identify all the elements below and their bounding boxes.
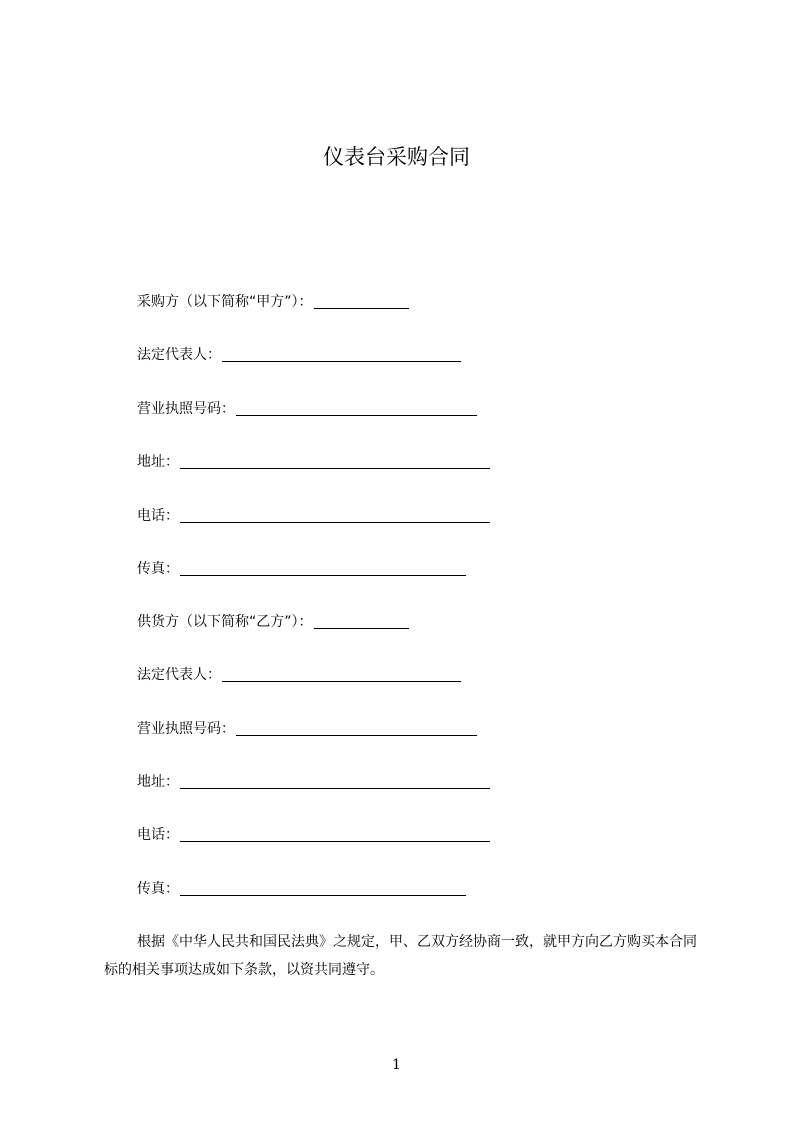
party-a-rep-field [137, 345, 461, 367]
party-b-address-field [137, 772, 490, 794]
party-a-name-field [137, 292, 409, 314]
party-a-name-label: 采购方（以下简称“甲方”）： [137, 294, 313, 310]
party-a-phone-blank[interactable] [180, 506, 490, 523]
party-b-rep-blank[interactable] [222, 665, 461, 682]
document-title: 仪表台采购合同 [323, 145, 470, 169]
page-number: 1 [392, 1057, 401, 1073]
party-b-phone-field [137, 825, 490, 847]
party-b-phone-blank[interactable] [180, 825, 490, 842]
party-a-fax-label: 传真： [137, 561, 179, 577]
party-b-name-blank[interactable] [314, 612, 409, 629]
party-a-license-label: 营业执照号码： [137, 401, 235, 417]
party-b-rep-field [137, 665, 461, 687]
party-a-fax-blank[interactable] [180, 559, 466, 576]
party-b-fax-label: 传真： [137, 881, 179, 897]
party-a-license-field [137, 399, 477, 421]
party-b-license-label: 营业执照号码： [137, 721, 235, 737]
party-b-fax-field [137, 879, 466, 901]
party-b-address-blank[interactable] [180, 772, 490, 789]
intro-paragraph: 根据《中华人民共和国民法典》之规定，甲、乙双方经协商一致，就甲方向乙方购买本合同标的相关事项达成如下条款，以资共同遵守。 [104, 934, 697, 978]
party-a-phone-label: 电话： [137, 508, 179, 524]
party-a-rep-label: 法定代表人： [137, 347, 221, 363]
party-a-rep-blank[interactable] [222, 345, 461, 362]
party-a-address-blank[interactable] [180, 452, 490, 469]
party-b-name-label: 供货方（以下简称“乙方”）： [137, 614, 313, 630]
party-b-address-label: 地址： [137, 774, 179, 790]
party-b-license-blank[interactable] [236, 719, 477, 736]
party-b-fax-blank[interactable] [180, 879, 466, 896]
party-a-address-label: 地址： [137, 454, 179, 470]
party-b-license-field [137, 719, 477, 741]
party-a-fax-field [137, 559, 466, 581]
party-a-phone-field [137, 506, 490, 528]
party-b-name-field [137, 612, 409, 634]
party-b-phone-label: 电话： [137, 827, 179, 843]
party-b-rep-label: 法定代表人： [137, 667, 221, 683]
party-a-license-blank[interactable] [236, 399, 477, 416]
party-a-name-blank[interactable] [314, 292, 409, 309]
party-a-address-field [137, 452, 490, 474]
